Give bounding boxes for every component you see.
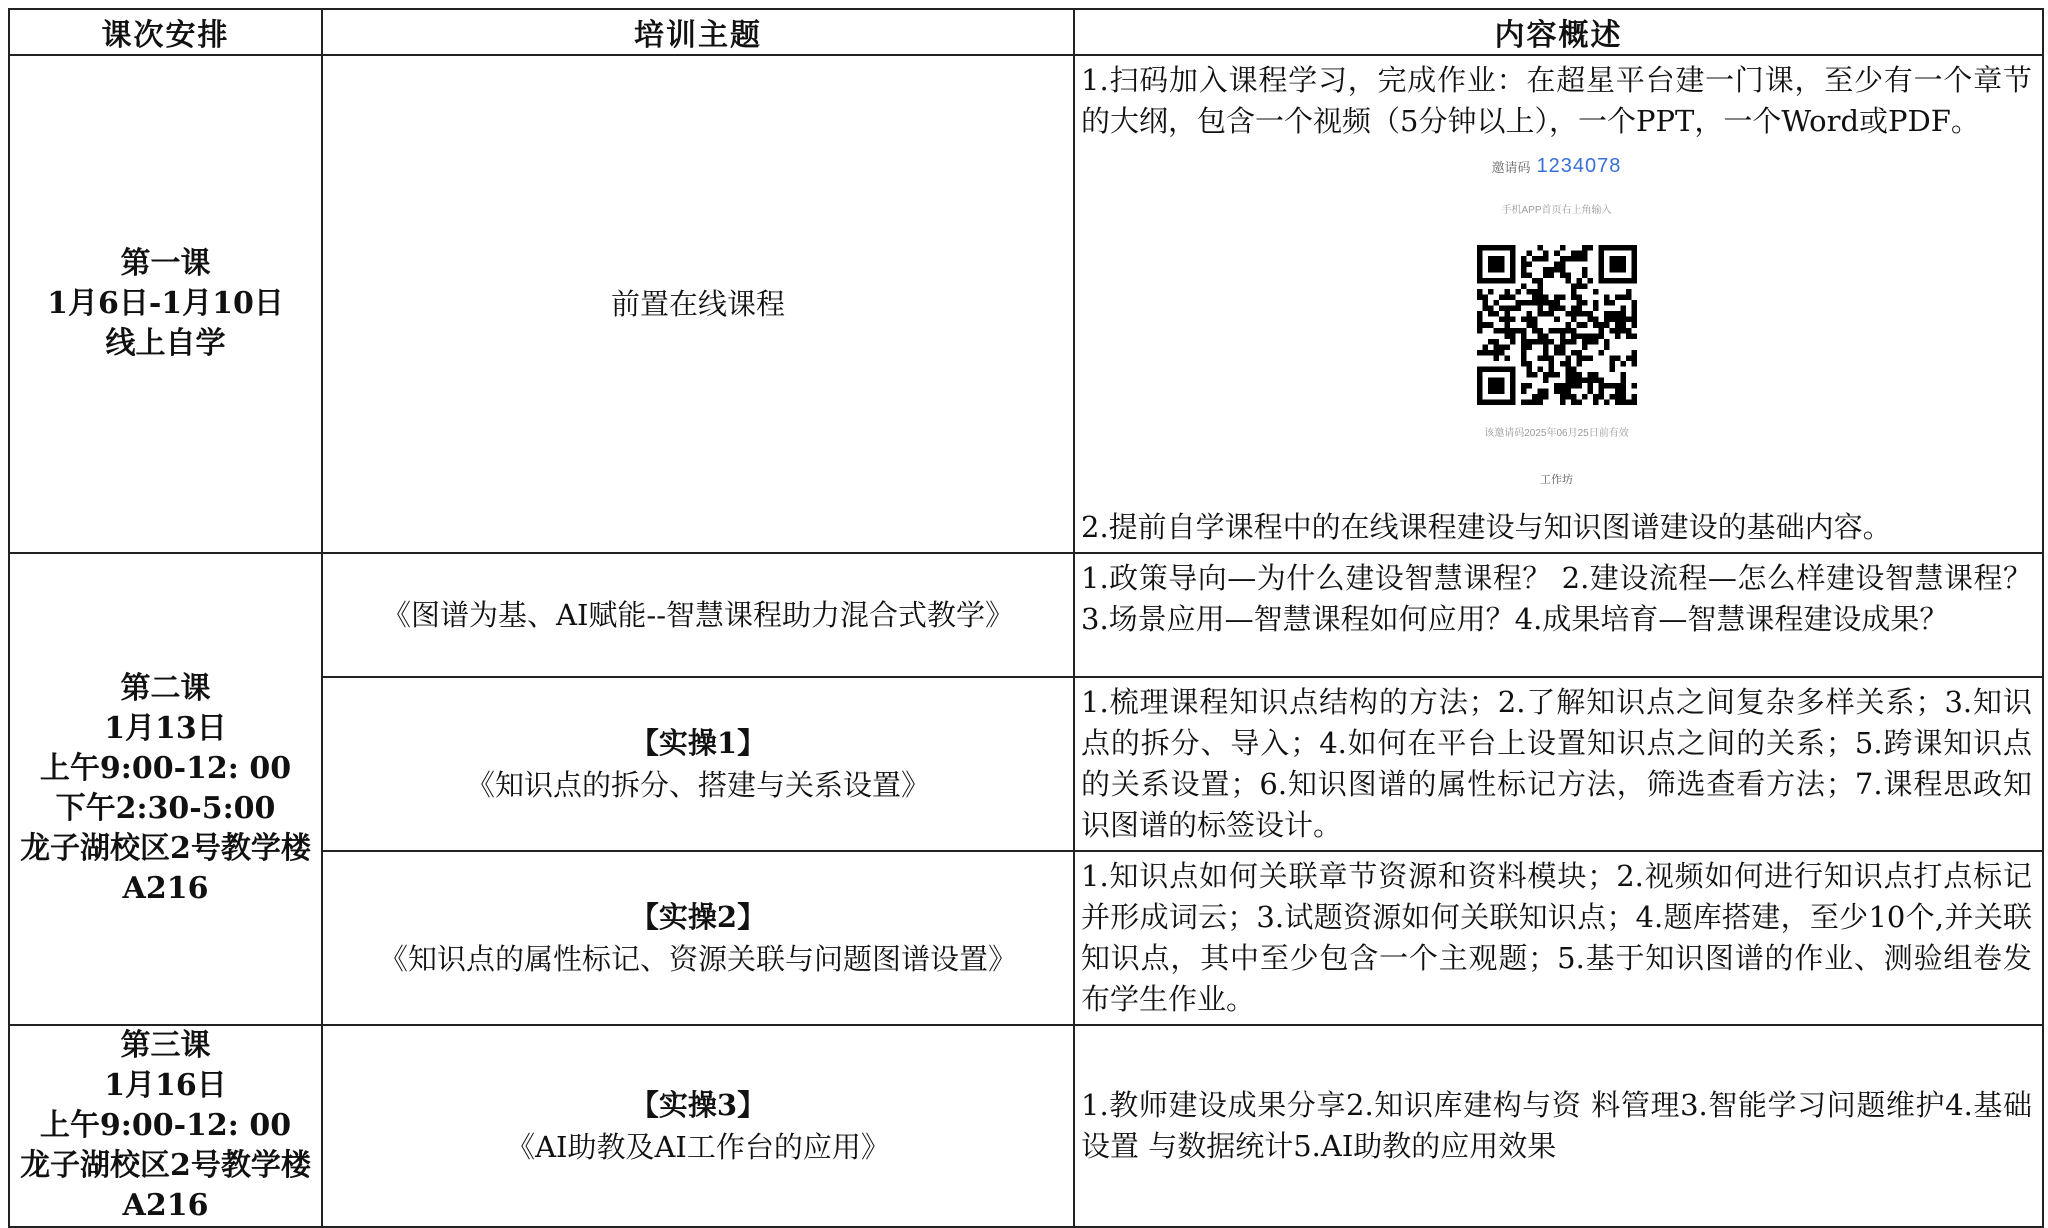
qr-invite-card <box>1081 146 2032 501</box>
lesson-2-topic-1-title: 《图谱为基、AI赋能--智慧课程助力混合式教学》 <box>382 598 1014 632</box>
lesson-2-topic-3 <box>322 851 1074 1025</box>
lesson-2-topic-2-tag: 【实操1】 <box>629 726 767 760</box>
invite-code-line <box>1081 146 2032 188</box>
lesson-3-content: 1.教师建设成果分享2.知识库建构与资 料管理3.智能学习问题维护4.基础设置 与数据统计5.AI助教的应用效果 <box>1074 1025 2043 1227</box>
lesson-2-content-3: 1.知识点如何关联章节资源和资料模块；2.视频如何进行知识点打点标记并形成词云；3.试题资源如何关联知识点；4.题库搭建，至少10个,并关联知识点，其中至少包含一个主观题；5.基于知识图谱的作业、测验组卷发布学生作业。 <box>1074 851 2043 1025</box>
qr-code-icon[interactable] <box>1477 245 1637 405</box>
header-content: 内容概述 <box>1074 9 2043 55</box>
lesson-1-content-part-1: 1.扫码加入课程学习，完成作业：在超星平台建一门课，至少有一个章节的大纲，包含一个视频（5分钟以上），一个PPT，一个Word或PDF。 <box>1081 63 2032 138</box>
lesson-3-schedule: 第三课 1月16日 上午9:00-12: 00 龙子湖校区2号教学楼A216 <box>9 1025 322 1227</box>
invite-org: 工作坊 <box>1540 474 1573 486</box>
lesson-2-content-1: 1.政策导向—为什么建设智慧课程？ 2.建设流程—怎么样建设智慧课程？3.场景应用—智慧课程如何应用？4.成果培育—智慧课程建设成果？ <box>1074 553 2043 677</box>
lesson-2-schedule: 第二课 1月13日 上午9:00-12: 00 下午2:30-5:00 龙子湖校区2号教学楼A216 <box>9 553 322 1025</box>
lesson-2-topic-2 <box>322 677 1074 851</box>
lesson-2-topic-1 <box>322 553 1074 677</box>
lesson-2-topic-3-title: 《知识点的属性标记、资源关联与问题图谱设置》 <box>378 942 1017 976</box>
table-row <box>9 1025 2043 1227</box>
lesson-1-content-part-2: 2.提前自学课程中的在线课程建设与知识图谱建设的基础内容。 <box>1081 510 1892 544</box>
lesson-2-content-2: 1.梳理课程知识点结构的方法；2.了解知识点之间复杂多样关系；3.知识点的拆分、导入；4.如何在平台上设置知识点之间的关系；5.跨课知识点的关系设置；6.知识图谱的属性标记方法，筛选查看方法；7.课程思政知识图谱的标签设计。 <box>1074 677 2043 851</box>
header-topic: 培训主题 <box>322 9 1074 55</box>
table-row <box>9 55 2043 553</box>
lesson-1-schedule: 第一课 1月6日-1月10日 线上自学 <box>9 55 322 553</box>
lesson-3-topic-title: 《AI助教及AI工作台的应用》 <box>506 1130 890 1164</box>
lesson-3-topic-tag: 【实操3】 <box>629 1088 767 1122</box>
header-schedule: 课次安排 <box>9 9 322 55</box>
schedule-table <box>8 8 2044 1228</box>
invite-code-hint: 手机APP首页右上角输入 <box>1501 205 1612 216</box>
lesson-2-topic-3-tag: 【实操2】 <box>629 900 767 934</box>
invite-code-label: 邀请码 <box>1491 160 1531 175</box>
lesson-1-topic: 前置在线课程 <box>322 55 1074 553</box>
lesson-1-content <box>1074 55 2043 553</box>
lesson-3-topic <box>322 1025 1074 1227</box>
table-row <box>9 553 2043 677</box>
invite-code: 1234078 <box>1536 155 1622 177</box>
invite-validity: 该邀请码2025年06月25日前有效 <box>1484 428 1629 439</box>
lesson-2-topic-2-title: 《知识点的拆分、搭建与关系设置》 <box>465 768 930 802</box>
header-row <box>9 9 2043 55</box>
